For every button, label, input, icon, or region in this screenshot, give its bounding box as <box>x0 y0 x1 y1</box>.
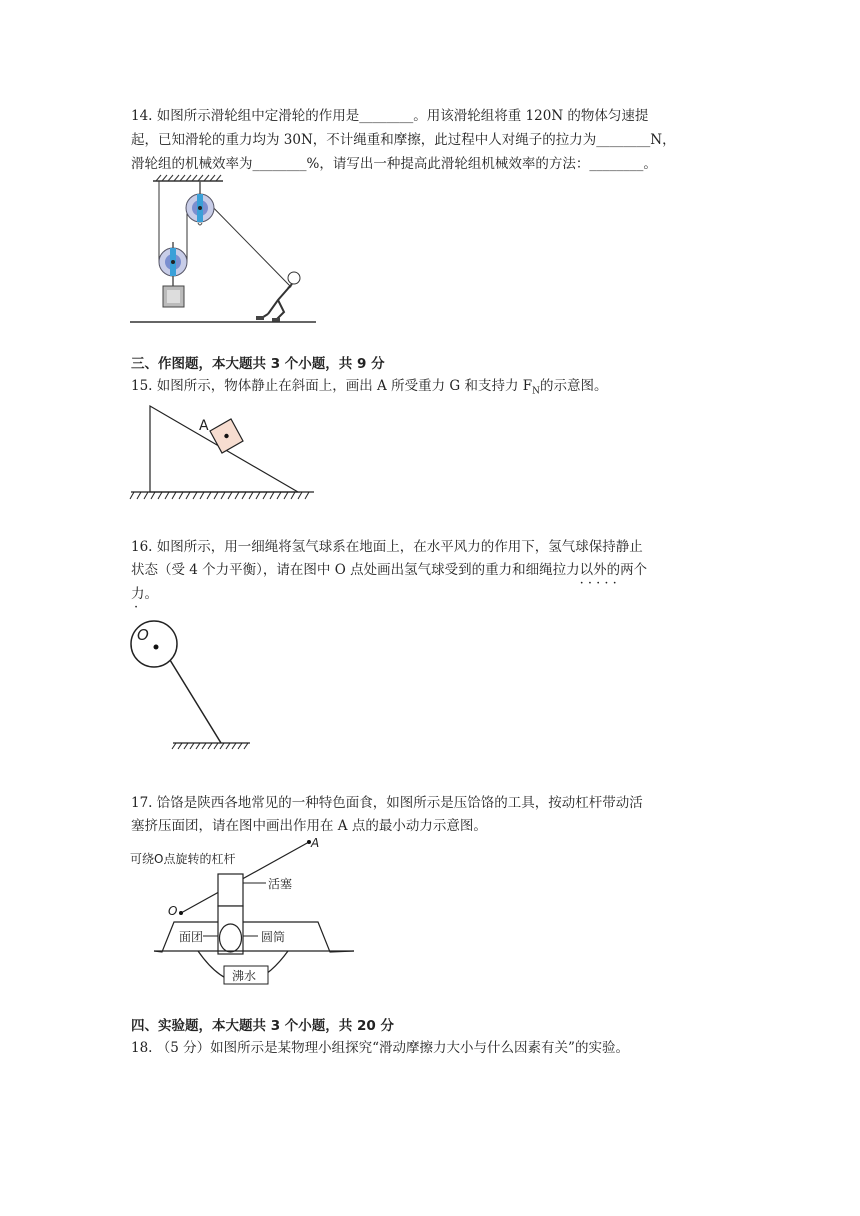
q18-line-1: 18. （5 分）如图所示是某物理小组探究“滑动摩擦力大小与什么因素有关”的实验。 <box>131 1040 629 1056</box>
section-4-heading: 四、实验题，本大题共 3 个小题，共 20 分 <box>131 1018 394 1034</box>
point-a-label: A <box>311 836 320 850</box>
q16-line-3 <box>131 584 158 604</box>
q16-text: 状态（受 4 个力平衡），请在图中 O 点处画出氢气球受到的重力和细绳拉力 <box>131 562 580 578</box>
point-o-label: O <box>137 626 149 644</box>
q17-line-2: 塞挤压面团，请在图中画出作用在 A 点的最小动力示意图。 <box>131 818 487 834</box>
piston-label: 活塞 <box>268 877 293 891</box>
q17-line-1: 17. 饸饹是陕西各地常见的一种特色面食，如图所示是压饸饹的工具，按动杠杆带动活 <box>131 795 643 811</box>
q16-line-2 <box>131 560 647 580</box>
block-a-label: A <box>199 418 209 434</box>
q14-line-3: 滑轮组的机械效率为________%，请写出一种提高此滑轮组机械效率的方法：________。 <box>131 156 657 172</box>
q15-subscript: N <box>532 386 540 397</box>
pivot-o-label: O <box>168 904 178 918</box>
q16-emphasized-end: 力。 · <box>131 586 158 602</box>
dough-label: 面团 <box>179 930 204 944</box>
section-3-heading: 三、作图题，本大题共 3 个小题，共 9 分 <box>131 356 385 372</box>
q15-text-end: 的示意图。 <box>540 378 608 394</box>
lever-label: 可绕O点旋转的杠杆 <box>130 852 236 866</box>
q16-line-1: 16. 如图所示，用一细绳将氢气球系在地面上，在水平风力的作用下，氢气球保持静止 <box>131 539 643 555</box>
hele-press-figure <box>128 834 360 994</box>
incline-figure <box>128 400 318 502</box>
water-label: 沸水 <box>232 969 257 983</box>
q14-line-2: 起，已知滑轮的重力均为 30N，不计绳重和摩擦，此过程中人对绳子的拉力为________N， <box>131 132 676 148</box>
cylinder-label: 圆筒 <box>261 930 286 944</box>
q16-emphasized-text: 以外的两个 · · · <box>580 562 648 578</box>
pulley-system-figure <box>128 174 320 326</box>
balloon-figure <box>128 616 258 752</box>
q15-line-1 <box>131 376 608 402</box>
q14-line-1: 14. 如图所示滑轮组中定滑轮的作用是________。用该滑轮组将重 120N 的物体匀速提 <box>131 108 649 124</box>
q15-text: 15. 如图所示，物体静止在斜面上，画出 A 所受重力 G 和支持力 F <box>131 378 533 394</box>
